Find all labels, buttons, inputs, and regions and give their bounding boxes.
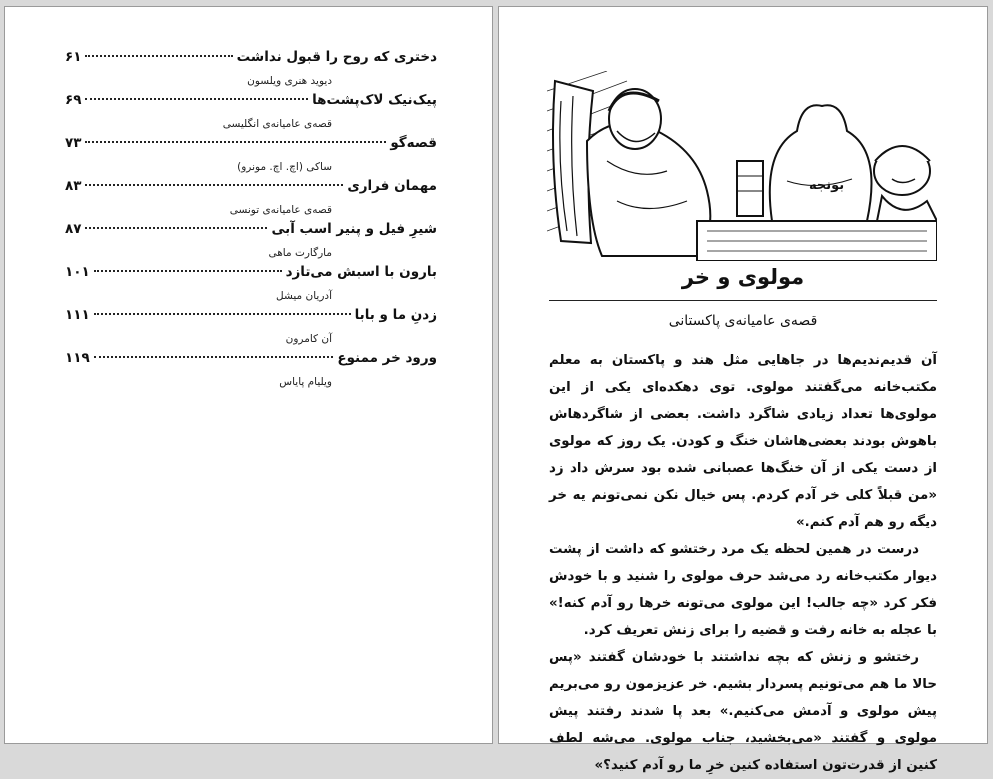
toc-page-number: ۷۳ bbox=[65, 135, 82, 151]
story-paragraph: آن قدیم‌ندیم‌ها در جاهایی مثل هند و پاکستان به معلم مکتب‌خانه می‌گفتند مولوی. توی دهکده‌ای یکی از این مولوی‌ها تعداد زیادی شاگرد داشت. بعضی از شاگردهاش باهوش بودند بعضی‌هاشان خنگ و کودن. یک روز که مولوی از دست یکی از آن خنگ‌ها عصبانی شده بود سرش داد زد «من قبلاً کلی خر آدم کردم. پس خیال نکن نمی‌تونم یه خر دیگه رو هم آدم کنم.» bbox=[549, 353, 937, 530]
table-of-contents bbox=[65, 49, 437, 393]
toc-page-number: ۶۹ bbox=[65, 92, 82, 108]
left-page bbox=[4, 6, 493, 744]
toc-title: قصه‌گو bbox=[390, 135, 437, 151]
toc-author: آدریان میشل bbox=[276, 290, 332, 302]
toc-title: ورود خر ممنوع bbox=[337, 350, 437, 366]
toc-entry[interactable] bbox=[65, 178, 437, 221]
story-subtitle: قصه‌ی عامیانه‌ی پاکستانی bbox=[668, 313, 818, 329]
toc-title: بارون با اسبش می‌تازد bbox=[285, 264, 437, 280]
toc-entry[interactable] bbox=[65, 49, 437, 92]
toc-title: دختری که روح را قبول نداشت bbox=[236, 49, 437, 65]
toc-title: مهمان فراری bbox=[347, 178, 437, 194]
toc-dot-leader bbox=[85, 55, 232, 57]
toc-dot-leader bbox=[94, 313, 351, 315]
toc-author: قصه‌ی عامیانه‌ی تونسی bbox=[229, 204, 332, 216]
toc-entry[interactable] bbox=[65, 92, 437, 135]
toc-page-number: ۱۱۱ bbox=[65, 307, 90, 323]
toc-dot-leader bbox=[85, 98, 308, 100]
toc-page-number: ۱۰۱ bbox=[65, 264, 90, 280]
toc-dot-leader bbox=[85, 227, 267, 229]
story-paragraph: رختشو و زنش که بچه نداشتند با خودشان گفتند «پس حالا ما هم می‌تونیم پسردار بشیم. خر عزیزمون رو می‌بریم پیش مولوی و آدمش می‌کنیم.» بعد پا شدند رفتند پیش مولوی و گفتند «می‌بخشید، جناب مولوی. می‌شه لطف کنین از قدرت‌تون استفاده کنین خرِ ما رو آدم کنید؟» bbox=[549, 650, 937, 773]
title-divider bbox=[549, 300, 937, 301]
toc-dot-leader bbox=[94, 356, 334, 358]
toc-entry[interactable] bbox=[65, 264, 437, 307]
sack-label: بونجه bbox=[809, 178, 845, 193]
toc-entry[interactable] bbox=[65, 135, 437, 178]
toc-page-number: ۸۳ bbox=[65, 178, 82, 194]
toc-entry[interactable] bbox=[65, 307, 437, 350]
toc-entry[interactable] bbox=[65, 350, 437, 393]
toc-dot-leader bbox=[94, 270, 282, 272]
story-body bbox=[549, 347, 937, 779]
toc-author: دیوید هنری ویلسون bbox=[247, 75, 332, 87]
story-title: مولوی و خر bbox=[681, 265, 805, 289]
toc-title: شیرِ فیل و پنیر اسب آبی bbox=[271, 221, 437, 237]
toc-title: پیک‌نیک لاک‌پشت‌ها bbox=[312, 92, 437, 108]
story-illustration bbox=[547, 71, 937, 261]
toc-dot-leader bbox=[85, 184, 343, 186]
right-page bbox=[498, 6, 988, 773]
toc-page-number: ۸۷ bbox=[65, 221, 82, 237]
story-paragraph: درست در همین لحظه یک مرد رختشو که داشت از پشت دیوار مکتب‌خانه رد می‌شد حرف مولوی را شنید و با خودش فکر کرد «چه جالب! این مولوی می‌تونه خرها رو آدم کنه!» با عجله به خانه رفت و قضیه را برای زنش تعریف کرد. bbox=[549, 542, 937, 638]
toc-author: قصه‌ی عامیانه‌ی انگلیسی bbox=[222, 118, 332, 130]
toc-author: ویلیام پایاس bbox=[279, 376, 332, 388]
toc-author: مارگارت ماهی bbox=[268, 247, 332, 259]
toc-author: ساکی (اچ. اچ. مونرو) bbox=[237, 161, 332, 173]
toc-dot-leader bbox=[85, 141, 386, 143]
toc-entry[interactable] bbox=[65, 221, 437, 264]
toc-page-number: ۱۱۹ bbox=[65, 350, 90, 366]
toc-title: زدنِ ما و بابا bbox=[354, 307, 437, 323]
toc-page-number: ۶۱ bbox=[65, 49, 82, 65]
toc-author: آن کامرون bbox=[285, 333, 332, 345]
